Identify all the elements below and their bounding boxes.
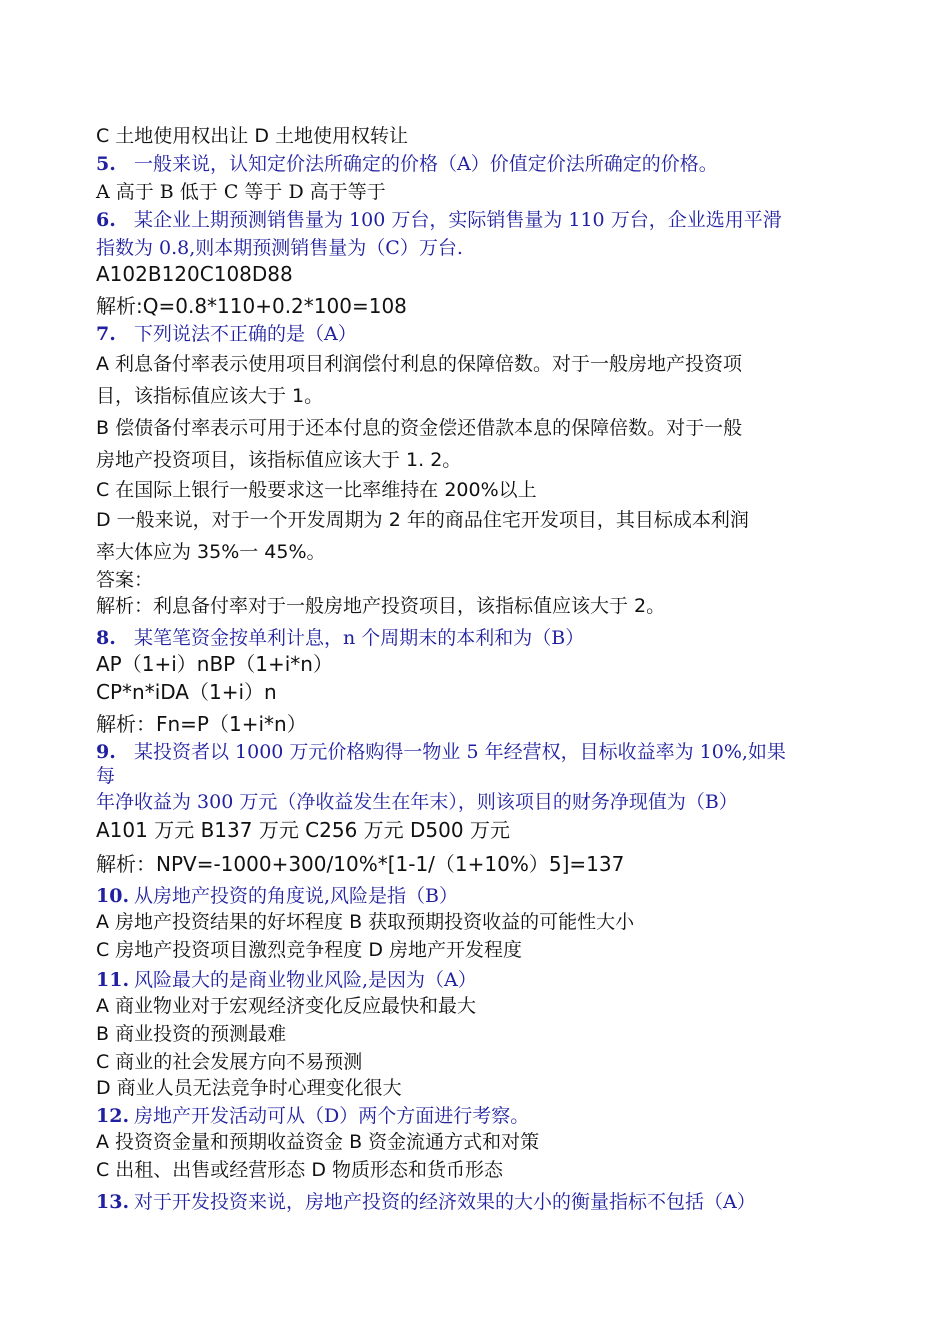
question-text: 下列说法不正确的是（A） — [134, 323, 357, 345]
q8-options-cd: CP*n*iDA（1+i）n — [96, 680, 277, 704]
question-13 — [96, 1190, 756, 1214]
question-9 — [96, 740, 786, 764]
question-text: 对于开发投资来说，房地产投资的经济效果的大小的衡量指标不包括（A） — [134, 1191, 756, 1213]
q6-options: A102B120C108D88 — [96, 262, 293, 286]
q7-option-b-cont: 房地产投资项目，该指标值应该大于 1. 2。 — [96, 449, 462, 471]
question-number: 13. — [96, 1191, 130, 1213]
q7-option-b: B 偿债备付率表示可用于还本付息的资金偿还借款本息的保障倍数。对于一般 — [96, 417, 743, 439]
q12-options-cd: C 出租、出售或经营形态 D 物质形态和货币形态 — [96, 1159, 504, 1181]
question-number: 11. — [96, 969, 130, 991]
q11-option-d: D 商业人员无法竞争时心理变化很大 — [96, 1077, 402, 1099]
q9-explanation: 解析：NPV=-1000+300/10%*[1-1/（1+10%）5]=137 — [96, 852, 625, 876]
question-8 — [96, 626, 584, 650]
question-number: 9. — [96, 741, 116, 763]
q12-options-ab: A 投资资金量和预期收益资金 B 资金流通方式和对策 — [96, 1131, 540, 1153]
q7-option-c: C 在国际上银行一般要求这一比率维持在 200%以上 — [96, 479, 537, 501]
q7-option-a-cont: 目，该指标值应该大于 1。 — [96, 385, 324, 407]
question-text: 某企业上期预测销售量为 100 万台，实际销售量为 110 万台，企业选用平滑 — [134, 209, 782, 231]
question-number: 6. — [96, 209, 116, 231]
q7-option-a: A 利息备付率表示使用项目利润偿付利息的保障倍数。对于一般房地产投资项 — [96, 353, 743, 375]
q11-option-b: B 商业投资的预测最难 — [96, 1023, 287, 1045]
q7-option-d: D 一般来说，对于一个开发周期为 2 年的商品住宅开发项目，其目标成本利润 — [96, 509, 749, 531]
question-number: 10. — [96, 885, 130, 907]
question-number: 8. — [96, 627, 116, 649]
q7-explanation: 解析：利息备付率对于一般房地产投资项目，该指标值应该大于 2。 — [96, 595, 666, 617]
question-text: 从房地产投资的角度说,风险是指（B） — [134, 885, 459, 907]
q7-answer-label: 答案： — [96, 569, 154, 591]
question-7 — [96, 322, 357, 346]
question-number: 12. — [96, 1105, 130, 1127]
question-5 — [96, 152, 718, 176]
q11-option-c: C 商业的社会发展方向不易预测 — [96, 1051, 363, 1073]
question-10 — [96, 884, 458, 908]
q5-options: A 高于 B 低于 C 等于 D 高于等于 — [96, 181, 386, 203]
question-text: 某笔笔资金按单利计息，n 个周期末的本利和为（B） — [134, 627, 585, 649]
q10-options-ab: A 房地产投资结果的好坏程度 B 获取预期投资收益的可能性大小 — [96, 911, 635, 933]
question-text: 风险最大的是商业物业风险,是因为（A） — [134, 969, 477, 991]
question-6-cont: 指数为 0.8,则本期预测销售量为（C）万台. — [96, 237, 463, 259]
question-6 — [96, 208, 782, 232]
q4-options-cd: C 土地使用权出让 D 土地使用权转让 — [96, 125, 409, 147]
q11-option-a: A 商业物业对于宏观经济变化反应最快和最大 — [96, 995, 477, 1017]
question-9-cont: 每 — [96, 765, 116, 787]
question-9-cont2: 年净收益为 300 万元（净收益发生在年末），则该项目的财务净现值为（B） — [96, 791, 738, 813]
q8-options-ab: AP（1+i）nBP（1+i*n） — [96, 652, 333, 676]
question-12 — [96, 1104, 529, 1128]
question-number: 7. — [96, 323, 116, 345]
question-11 — [96, 968, 477, 992]
question-text: 某投资者以 1000 万元价格购得一物业 5 年经营权，目标收益率为 10%,如果 — [134, 741, 786, 763]
q8-explanation: 解析：Fn=P（1+i*n） — [96, 712, 307, 736]
q7-option-d-cont: 率大体应为 35%一 45%。 — [96, 541, 326, 563]
q10-options-cd: C 房地产投资项目激烈竞争程度 D 房地产开发程度 — [96, 939, 523, 961]
question-text: 房地产开发活动可从（D）两个方面进行考察。 — [134, 1105, 530, 1127]
question-text: 一般来说，认知定价法所确定的价格（A）价值定价法所确定的价格。 — [134, 153, 718, 175]
q9-options: A101 万元 B137 万元 C256 万元 D500 万元 — [96, 818, 510, 842]
q6-explanation: 解析:Q=0.8*110+0.2*100=108 — [96, 294, 407, 318]
question-number: 5. — [96, 153, 116, 175]
